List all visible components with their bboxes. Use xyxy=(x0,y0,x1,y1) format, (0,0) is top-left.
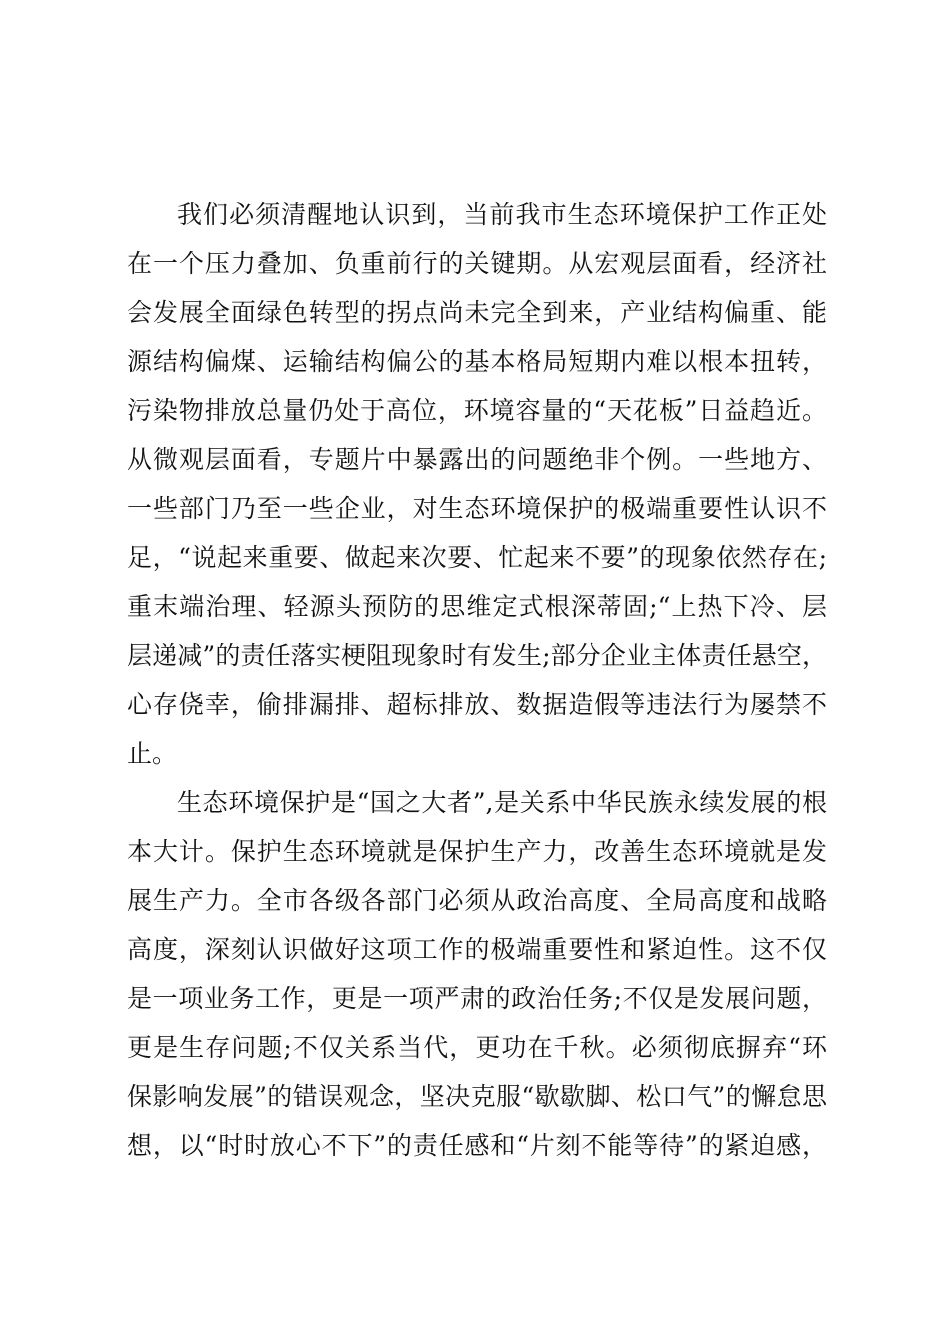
text-line: 在一个压力叠加、负重前行的关键期。从宏观层面看，经济社 xyxy=(127,249,827,278)
text-line: 保影响发展”的错误观念，坚决克服“歇歇脚、松口气”的懈怠思 xyxy=(127,1082,827,1111)
text-line: 是一项业务工作，更是一项严肃的政治任务;不仅是发展问题， xyxy=(127,984,827,1013)
paragraph-2 xyxy=(127,778,827,1170)
document-body xyxy=(127,190,827,1170)
text-line: 我们必须清醒地认识到，当前我市生态环境保护工作正处 xyxy=(177,200,827,229)
text-line: 高度，深刻认识做好这项工作的极端重要性和紧迫性。这不仅 xyxy=(127,935,827,964)
paragraph-1 xyxy=(127,190,827,778)
text-line: 止。 xyxy=(127,739,178,768)
text-line: 足，“说起来重要、做起来次要、忙起来不要”的现象依然存在; xyxy=(127,543,827,572)
text-line: 生态环境保护是“国之大者”,是关系中华民族永续发展的根 xyxy=(177,788,827,817)
text-line: 更是生存问题;不仅关系当代，更功在千秋。必须彻底摒弃“环 xyxy=(127,1033,827,1062)
text-line: 源结构偏煤、运输结构偏公的基本格局短期内难以根本扭转， xyxy=(127,347,827,376)
text-line: 从微观层面看，专题片中暴露出的问题绝非个例。一些地方、 xyxy=(127,445,827,474)
text-line: 一些部门乃至一些企业，对生态环境保护的极端重要性认识不 xyxy=(127,494,827,523)
text-line: 本大计。保护生态环境就是保护生产力，改善生态环境就是发 xyxy=(127,837,827,866)
text-line: 会发展全面绿色转型的拐点尚未完全到来，产业结构偏重、能 xyxy=(127,298,827,327)
text-line: 重末端治理、轻源头预防的思维定式根深蒂固;“上热下冷、层 xyxy=(127,592,827,621)
text-line: 污染物排放总量仍处于高位，环境容量的“天花板”日益趋近。 xyxy=(127,396,827,425)
text-line: 展生产力。全市各级各部门必须从政治高度、全局高度和战略 xyxy=(127,886,827,915)
text-line: 心存侥幸，偷排漏排、超标排放、数据造假等违法行为屡禁不 xyxy=(127,690,827,719)
text-line: 层递减”的责任落实梗阻现象时有发生;部分企业主体责任悬空， xyxy=(127,641,827,670)
text-line: 想，以“时时放心不下”的责任感和“片刻不能等待”的紧迫感， xyxy=(127,1131,827,1160)
